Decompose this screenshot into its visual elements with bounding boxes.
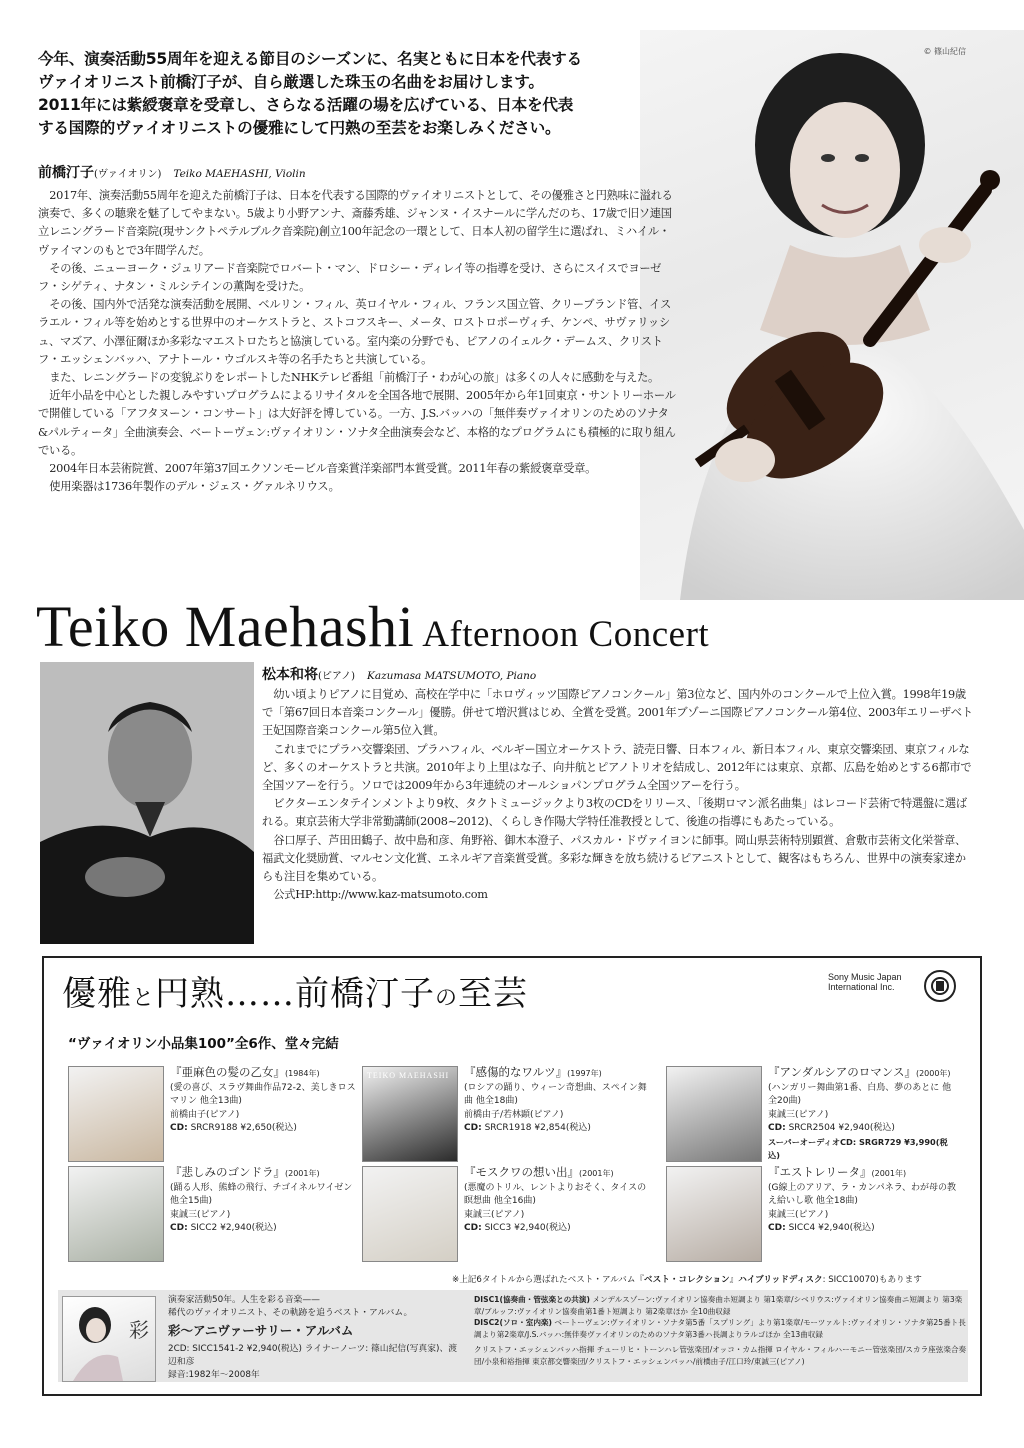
album-pianist: 前橋由子(ピアノ) [170,1109,240,1120]
disc2 [474,1317,970,1340]
album-extra: スーパーオーディオCD: SRGR729 ¥3,990(税込) [768,1136,948,1160]
album-cd-label: CD: [464,1223,482,1233]
album-catalog: SRCR2504 [788,1123,836,1133]
bio-paragraph: これまでにプラハ交響楽団、プラハフィル、ベルギー国立オーケストラ、読売日響、日本フィル、新日本フィル、東京交響楽団、東京フィルなど、多くのオーケストラと共演。2010年より上里はな子、向井航とピアノトリオを結成し、2012年には東京、京都、広島を始めとする6都市で全国ツアーを行う。ソロでは2009年から3年連続のオールショパンプログラム全国ツアーを行う。 [262,742,972,793]
disc1 [474,1294,970,1317]
anniversary-album-info [168,1294,458,1382]
album-info [170,1066,360,1136]
album-price: ¥2,940(税込) [514,1223,571,1233]
intro-line: する国際的ヴァイオリニストの優雅にして円熟の至芸をお楽しみください。 [38,119,561,137]
title-part: ……前橋汀子 [225,974,436,1014]
album-title: 『エストレリータ』 [768,1165,872,1179]
album-price: ¥2,940(税込) [220,1223,277,1233]
album-cover [666,1166,762,1262]
album-year: (1997年) [567,1069,602,1078]
anniversary-album-cover [62,1296,156,1382]
disc-text: ベートーヴェン:ヴァイオリン・ソナタ第5番「スプリング」より第1楽章/モーツァルト:ヴァイオリン・ソナタ第25番ト長調より第2楽章/J.S.バッハ:無伴奏ヴァイオリンのためのソナタ第3番ハ長調よりラルゴほか 全13曲収録 [474,1318,966,1339]
kazumasa-role: (ピアノ) [318,671,356,682]
disc-head: (協奏曲・管弦楽との共演) [499,1295,590,1304]
best-recording: 録音:1982年〜2008年 [168,1370,260,1380]
album-title: 『亜麻色の髪の乙女』 [170,1065,285,1079]
bio-paragraph: また、レニングラードの変貌ぶりをレポートしたNHKテレビ番組「前橋汀子・わが心の旅」は多くの人々に感動を与えた。 [49,371,659,385]
discography-subtitle: “ヴァイオリン小品集100”全6作、堂々完結 [68,1036,339,1052]
cover-text: TEIKO MAEHASHI [367,1071,450,1080]
album-pianist: 東誠三(ピアノ) [170,1209,231,1220]
pianist-illustration [40,662,254,944]
disc-label: DISC2 [474,1318,500,1328]
teiko-name: 前橋汀子 [38,165,94,181]
discography-title [62,966,528,1015]
headline-sub: Afternoon Concert [422,614,710,655]
album-cover [666,1066,762,1162]
album-price: ¥2,940(税込) [838,1123,895,1133]
album-title: 『感傷的なワルツ』 [464,1065,568,1079]
title-part: と [132,986,156,1011]
album-pianist: 東誠三(ピアノ) [464,1209,525,1220]
album-title: 『モスクワの想い出』 [464,1165,579,1179]
album-catalog: SRCR1918 [484,1123,532,1133]
title-part: 優雅 [62,974,132,1014]
best-cd-line: 2CD: SICC1541-2 ¥2,940(税込) ライナーノーツ: 篠山紀信(写真家)、渡辺和彦 [168,1344,458,1367]
title-part: の [435,986,459,1011]
note-part: ハイブリッドディスク [738,1275,823,1285]
bio-paragraph: 使用楽器は1736年製作のデル・ジェス・グァルネリウス。 [49,480,340,494]
bio-paragraph: ビクターエンタテインメントより9枚、タクトミュージックより3枚のCDをリリース、「後期ロマン派名曲集」はレコード芸術で特選盤に選ばれる。東京芸術大学非常勤講師(2008~2012)、くらしき作陽大学特任准教授として、後進の指導にもあたっている。 [262,797,967,829]
album-cd-label: CD: [170,1123,188,1133]
violinist-illustration [640,30,1024,600]
album-title: 『アンダルシアのロマンス』 [768,1065,916,1079]
note-part: ※上記6タイトルから選ばれたベスト・アルバム『 [452,1275,645,1285]
album-contents: (悪魔のトリル、レントよりおそく、タイスの瞑想曲 他全16曲) [464,1182,647,1206]
album-cd-label: CD: [170,1223,188,1233]
intro-line: 今年、演奏活動55周年を迎える節目のシーズンに、名実ともに日本を代表する [38,50,582,68]
bio-paragraph: 2017年、演奏活動55周年を迎えた前橋汀子は、日本を代表する国際的ヴァイオリニストとして、その優雅さと円熟味に溢れる演奏で、多くの聴衆を魅了してやまない。5歳より小野アンナ、斎藤秀雄、ジャンヌ・イスナールに学んだのち、17歳で旧ソ連国立レニングラード音楽院(現サンクトペテルブルク音楽院)創立100年記念の一環として、日本人初の留学生に選ばれ、ミハイル・ヴァイマンのもとで3年間学んだ。 [38,189,673,257]
note-part: 』 [729,1275,739,1285]
intro-line: ヴァイオリニスト前橋汀子が、自ら厳選した珠玉の名曲をお届けします。 [38,73,544,91]
kazumasa-name: 松本和将 [262,667,318,683]
disc-head: (ソロ・室内楽) [499,1318,552,1328]
kazumasa-name-heading [262,664,536,684]
best-collection-note [452,1273,922,1285]
title-part: 円熟 [155,974,226,1014]
bio-paragraph: その後、国内外で活発な演奏活動を展開、ベルリン・フィル、英ロイヤル・フィル、フランス国立管、クリーブランド管、イスラエル・フィル等を始めとする世界中のオーケストラと、ストコフスキー、メータ、ロストロポーヴィチ、ケンペ、サヴァリッシュ、マズア、小澤征爾ほか多彩なマエストロたちと協演している。室内楽の分野でも、ピアノのイェルク・デームス、クリストフ・エッシェンバッハ、アナトール・ウゴルスキ等の名手たちと共演している。 [38,298,672,366]
album-info [464,1066,654,1136]
title-part: 至芸 [458,974,529,1014]
disc-label: DISC1 [474,1295,500,1304]
album-year: (2001年) [285,1169,320,1178]
album-year: (2001年) [579,1169,614,1178]
album-contents: (愛の喜び、スラヴ舞曲作品72-2、美しきロスマリン 他全13曲) [170,1082,356,1106]
intro-text [38,48,678,140]
note-part: ベスト・コレクション [644,1275,730,1285]
bio-paragraph: 谷口厚子、芦田田鶴子、故中島和彦、角野裕、御木本澄子、パスカル・ドヴァイヨンに師事。岡山県芸術特別顕賞、倉敷市芸術文化栄誉章、福武文化奨励賞、マルセン文化賞、エネルギア音楽賞受賞。多彩な輝きを放ち続けるピアニストとして、観客はもちろん、世界中の演奏家達からも注目を集めている。 [262,833,966,884]
teiko-role: (ヴァイオリン) [94,169,162,180]
intro-line: 2011年には紫綬褒章を受章し、さらなる活躍の場を広げている、日本を代表 [38,96,574,114]
album-info [464,1166,654,1236]
columbia-logo-icon [924,970,956,1002]
teiko-bio [38,187,678,496]
album-contents: (ロシアの踊り、ウィーン奇想曲、スペイン舞曲 他全18曲) [464,1082,647,1106]
disc-text: メンデルスゾーン:ヴァイオリン協奏曲ホ短調より 第1楽章/シベリウス:ヴァイオリン協奏曲ニ短調より 第3楽章/ブルッフ:ヴァイオリン協奏曲第1番ト短調より 第2楽章ほか 全10曲収録 [474,1295,963,1316]
album-contents: (G線上のアリア、ラ・カンパネラ、わが母の教え給いし歌 他全18曲) [768,1182,957,1206]
teiko-name-heading [38,162,306,182]
album-cover [362,1066,458,1162]
website-link[interactable]: 公式HP:http://www.kaz-matsumoto.com [273,888,488,902]
album-year: (2001年) [871,1169,907,1178]
album-contents: (ハンガリー舞曲第1番、白鳥、夢のあとに 他全20曲) [768,1082,952,1106]
album-item [68,1166,358,1286]
bio-paragraph: その後、ニューヨーク・ジュリアード音楽院でロバート・マン、ドロシー・ディレイ等の指導を受け、さらにスイスでヨーゼフ・シゲティ、ナタン・ミルシテインの薫陶を受けた。 [38,261,662,294]
album-price: ¥2,650(税込) [240,1123,297,1133]
album-item [362,1166,652,1286]
kazumasa-latin-name: Kazumasa MATSUMOTO, Piano [367,670,537,682]
album-pianist: 東誠三(ピアノ) [768,1209,829,1220]
album-info [768,1166,958,1236]
album-cd-label: CD: [768,1123,786,1133]
bio-paragraph: 近年小品を中心とした親しみやすいプログラムによるリサイタルを全国各地で展開、2005年から年1回東京・サントリーホールで開催している「アフタヌーン・コンサート」は大好評を博している。一方、J.S.バッハの「無伴奏ヴァイオリンのためのソナタ&パルティータ」全曲演奏会、ベートーヴェン:ヴァイオリン・ソナタ全曲演奏会など、本格的なプログラムにも積極的に取り組んでいる。 [38,389,676,457]
album-catalog: SICC4 [788,1223,816,1233]
album-contents: (踊る人形、熊蜂の飛行、チゴイネルワイゼン 他全15曲) [170,1182,353,1206]
label-line: Sony Music Japan [828,972,902,982]
kazumasa-photo [40,662,254,944]
album-title: 『悲しみのゴンドラ』 [170,1165,285,1179]
album-cd-label: CD: [768,1223,786,1233]
best-lead: 演奏家活動50年。人生を彩る音楽—— [168,1295,320,1305]
bio-paragraph: 幼い頃よりピアノに目覚め、高校在学中に「ホロヴィッツ国際ピアノコンクール」第3位など、国内外のコンクールで上位入賞。1998年19歳で「第67回日本音楽コンクール」優勝。併せて増沢賞はじめ、全賞を受賞。2001年ブゾーニ国際ピアノコンクール第4位、2003年エリーザベト王妃国際音楽コンクール第5位入賞。 [262,688,973,738]
album-cover [362,1166,458,1262]
album-pianist: 東誠三(ピアノ) [768,1109,829,1120]
album-cover [68,1166,164,1262]
note-part: : SICC10070)もあります [822,1275,922,1285]
anniversary-album-tracklist [474,1294,970,1368]
svg-text:彩: 彩 [129,1318,149,1342]
kazumasa-bio [262,686,974,904]
best-title: 彩〜アニヴァーサリー・アルバム [168,1323,354,1338]
album-year: (2000年) [915,1069,951,1078]
album-cover [68,1066,164,1162]
album-catalog: SICC3 [484,1223,512,1233]
album-price: ¥2,940(税込) [818,1223,875,1233]
album-year: (1984年) [285,1069,320,1078]
bio-paragraph: 2004年日本芸術院賞、2007年第37回エクソンモービル音楽賞洋楽部門本賞受賞。2011年春の紫綬褒章受章。 [49,462,597,476]
photo-credit: © 篠山紀信 [923,47,966,56]
album-info [768,1066,958,1163]
performers: クリストフ・エッシェンバッハ指揮 チューリヒ・トーンハレ管弦楽団/オッコ・カム指揮 ロイヤル・フィルハーモニー管弦楽団/スカラ座弦楽合奏団/小泉和裕指揮 東京都交響楽団/クリストフ・エッシェンバッハ/前橋由子/江口玲/東誠三(ピアノ) [474,1345,967,1366]
concert-headline [36,593,709,660]
teiko-latin-name: Teiko MAEHASHI, Violin [173,168,306,180]
album-pianist: 前橋由子/若林顕(ピアノ) [464,1109,564,1120]
headline-main: Teiko Maehashi [36,594,415,659]
album-price: ¥2,854(税込) [534,1123,591,1133]
label-line: International Inc. [828,982,895,992]
label-name [828,972,902,992]
album-catalog: SRCR9188 [190,1123,238,1133]
album-catalog: SICC2 [190,1223,218,1233]
album-info [170,1166,360,1236]
album-item [666,1166,956,1286]
best-lead: 稀代のヴァイオリニスト、その軌跡を追うベスト・アルバム。 [168,1308,413,1318]
album-cd-label: CD: [464,1123,482,1133]
teiko-photo [640,30,1024,600]
